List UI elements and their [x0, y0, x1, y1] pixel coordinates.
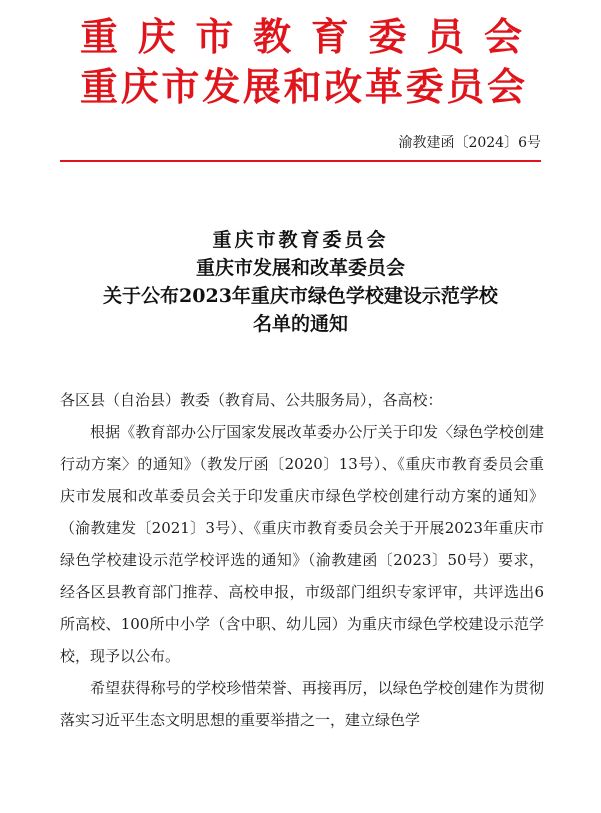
title-line-1: 重庆市教育委员会 [212, 229, 389, 251]
issuer-name-2: 重庆市发展和改革委员会 [80, 64, 525, 109]
salutation: 各区县（自治县）教委（教育局、公共服务局），各高校： [60, 391, 443, 409]
body-paragraph-2: 希望获得称号的学校珍惜荣誉、再接再厉，以绿色学校创建作为贯彻落实习近平生态文明思想的重要举措之一，建立绿色学 [60, 679, 544, 729]
title-line-3: 关于公布2023年重庆市绿色学校建设示范学校 [103, 285, 498, 307]
issuer-name-1: 重庆市教育委员会 [80, 14, 525, 59]
notice-body [60, 384, 544, 736]
document-number: 渝教建函〔2024〕6号 [398, 135, 541, 151]
red-divider [60, 160, 541, 162]
notice-title [60, 226, 541, 338]
document-header [0, 0, 601, 115]
title-line-2: 重庆市发展和改革委员会 [195, 257, 405, 279]
body-paragraph-1: 根据《教育部办公厅国家发展改革委办公厅关于印发〈绿色学校创建行动方案〉的通知》（教发厅函〔2020〕13号）、《重庆市教育委员会重庆市发展和改革委员会关于印发重庆市绿色学校创建行动方案的通知》（渝教建发〔2021〕3号）、《重庆市教育委员会关于开展2023年重庆市绿色学校建设示范学校评选的通知》（渝教建函〔2023〕50号）要求，经各区县教育部门推荐、高校申报，市级部门组织专家评审，共评选出6所高校、100所中小学（含中职、幼儿园）为重庆市绿色学校建设示范学校，现予以公布。 [60, 423, 544, 665]
title-line-4: 名单的通知 [252, 313, 348, 335]
